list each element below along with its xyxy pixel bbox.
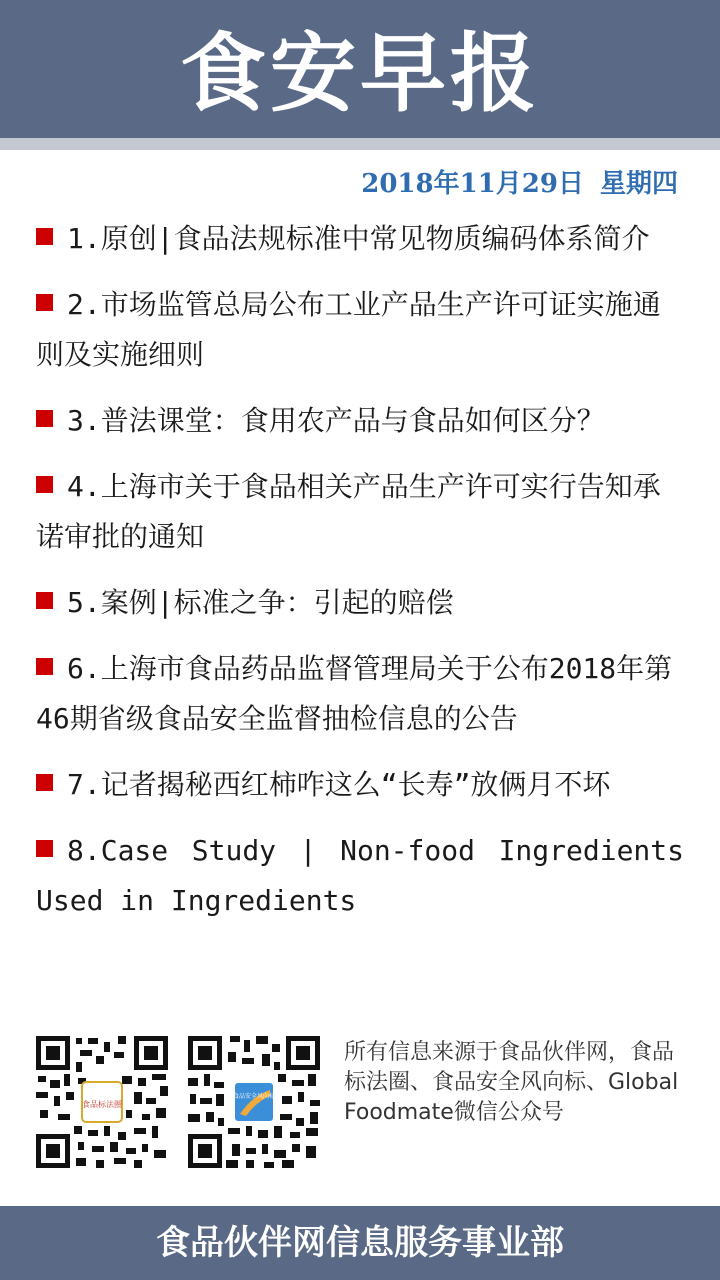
news-item-1[interactable] [36, 214, 684, 264]
qr-logo-text: 食品安全风向标 [232, 1093, 276, 1100]
news-list [36, 214, 684, 942]
bullet-square-icon [36, 294, 53, 311]
news-item-3[interactable] [36, 396, 684, 446]
news-item-5[interactable] [36, 578, 684, 628]
qr-code-food-law-circle [34, 1034, 170, 1170]
weekday-text: 星期四 [599, 169, 678, 199]
bullet-square-icon [36, 592, 53, 609]
date-line [361, 164, 678, 204]
news-item-text: 1.原创|食品法规标准中常见物质编码体系简介 [67, 222, 650, 255]
news-item-text: 7.记者揭秘西红柿咋这么“长寿”放俩月不坏 [67, 768, 611, 801]
news-item-2[interactable] [36, 280, 684, 380]
news-item-text: 2.市场监管总局公布工业产品生产许可证实施通则及实施细则 [36, 288, 661, 371]
header-divider [0, 138, 720, 150]
bullet-square-icon [36, 840, 53, 857]
news-item-4[interactable] [36, 462, 684, 562]
bullet-square-icon [36, 476, 53, 493]
news-item-text: 8.Case Study | Non-food Ingredients Used in Ingredients [36, 834, 684, 917]
news-item-text: 4.上海市关于食品相关产品生产许可实行告知承诺审批的通知 [36, 470, 661, 553]
bullet-square-icon [36, 410, 53, 427]
news-item-text: 6.上海市食品药品监督管理局关于公布2018年第46期省级食品安全监督抽检信息的公告 [36, 652, 673, 735]
qr-logo-text: 食品标法圈 [82, 1100, 122, 1109]
page-title: 食安早报 [180, 24, 540, 124]
qr-code-icon [34, 1034, 170, 1170]
news-item-6[interactable] [36, 644, 684, 744]
qr-code-food-safety-vane [186, 1034, 322, 1170]
news-item-text: 3.普法课堂：食用农产品与食品如何区分？ [67, 404, 605, 437]
bullet-square-icon [36, 228, 53, 245]
news-item-7[interactable] [36, 760, 684, 810]
source-note: 所有信息来源于食品伙伴网，食品标法圈、食品安全风向标、Global Foodmate微信公众号 [344, 1040, 679, 1125]
bullet-square-icon [36, 658, 53, 675]
bullet-square-icon [36, 774, 53, 791]
news-item-text: 5.案例|标准之争：引起的赔偿 [67, 586, 454, 619]
news-item-8[interactable] [36, 826, 684, 926]
qr-code-icon [186, 1034, 322, 1170]
date-text: 2018年11月29日 [361, 169, 584, 199]
footer-text: 食品伙伴网信息服务事业部 [156, 1223, 564, 1263]
